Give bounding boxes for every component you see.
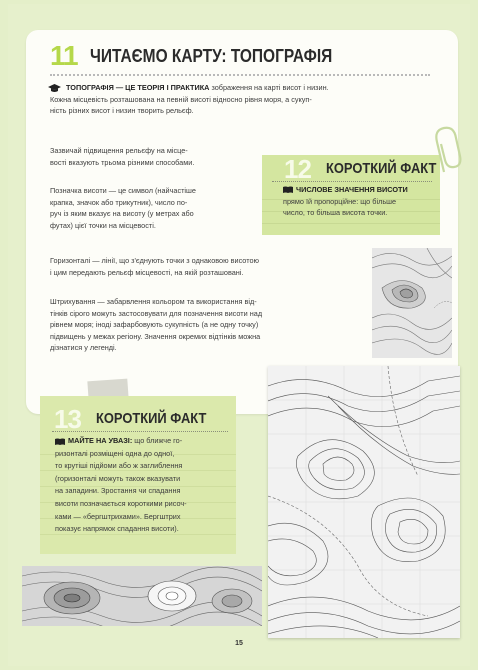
text-line: Горизонталі — лінії, що з'єднують точки з однаковою висотою [50, 256, 259, 265]
text-line: (горизонталі можуть також вказувати [55, 473, 181, 483]
fact-12-lead: ЧИСЛОВЕ ЗНАЧЕННЯ ВИСОТИ [296, 185, 408, 194]
text-line: то крутіші підйоми або ж заглиблення [55, 461, 183, 471]
text-line: ками — «бергштрихами». Бергштрих [55, 511, 181, 521]
title-divider [50, 74, 430, 76]
intro-paragraph [50, 82, 440, 117]
text-line: рівнем моря; іноді зафарбовують сукупність (а не одну точку) [50, 320, 259, 330]
intro-bold: ТОПОГРАФІЯ — ЦЕ ТЕОРІЯ І ПРАКТИКА [66, 83, 210, 92]
intro-line-3: ність різних висот і низин творить рельєф. [50, 106, 194, 116]
paragraph-spot-height [50, 185, 255, 231]
fact-13-lead: МАЙТЕ НА УВАЗІ: [68, 436, 133, 445]
text-line: дізнатися у легенді. [50, 343, 117, 353]
fact-13-number: 13 [54, 404, 81, 434]
text-line: висоти позначається короткими рисоч- [55, 498, 187, 508]
paragraph-hatching [50, 296, 370, 354]
fact-12-number: 12 [284, 154, 311, 184]
text-line: і цим передають рельєф місцевості, на якій розташовані. [50, 267, 244, 277]
text-line: число, то більша висота точки. [283, 208, 388, 218]
text-line: крапка, значок або трикутник), число по- [50, 197, 188, 207]
paperclip-icon [432, 122, 462, 174]
section-11-title: ЧИТАЄМО КАРТУ: ТОПОГРАФІЯ [90, 46, 333, 66]
fact-13-text [55, 435, 235, 536]
text-line: тінків сірого можуть застосовувати для позначення висоти над [50, 308, 263, 318]
fact-12-text [283, 184, 443, 219]
text-line: ризонталі розміщені одна до одної, [55, 448, 175, 458]
paragraph-contours [50, 255, 370, 278]
text-line: показує напрямок спадання висоти). [55, 524, 179, 534]
text-line: футах) цієї точки на місцевості. [50, 220, 156, 230]
paragraph-raised-relief [50, 145, 255, 168]
text-line: Зазвичай підвищення рельєфу на місце- [50, 146, 188, 155]
text-line: руч із яким вказує на висоту (у метрах або [50, 209, 194, 219]
text-line: на западини. Зростання чи спадання [55, 486, 181, 496]
fact-13-title: КОРОТКИЙ ФАКТ [96, 410, 207, 427]
section-11-number: 11 [50, 40, 78, 71]
intro-line-2: Кожна місцевість розташована на певній висоті відносно рівня моря, а сукуп- [50, 94, 312, 104]
fact-13-divider [52, 431, 228, 432]
text-line: прямо їй пропорційне: що більше [283, 196, 397, 206]
text-line: вості вказують трьома різними способами. [50, 157, 195, 167]
text-line: Позначка висоти — це символ (найчастіше [50, 186, 196, 195]
intro-line-1: зображення на карті висот і низин. [211, 83, 329, 92]
page-number: 15 [235, 640, 243, 647]
fact-12-title: КОРОТКИЙ ФАКТ [326, 160, 437, 177]
text-line: підвищень у межах регіону. Значення окремих відтінків можна [50, 331, 261, 341]
contour-map-bottom [22, 566, 262, 626]
text-line: Штрихування — забарвлення кольором та використання від- [50, 297, 257, 306]
contour-map-small [372, 248, 452, 358]
contour-map-large [268, 366, 460, 638]
text-line: що ближче го- [134, 436, 183, 445]
